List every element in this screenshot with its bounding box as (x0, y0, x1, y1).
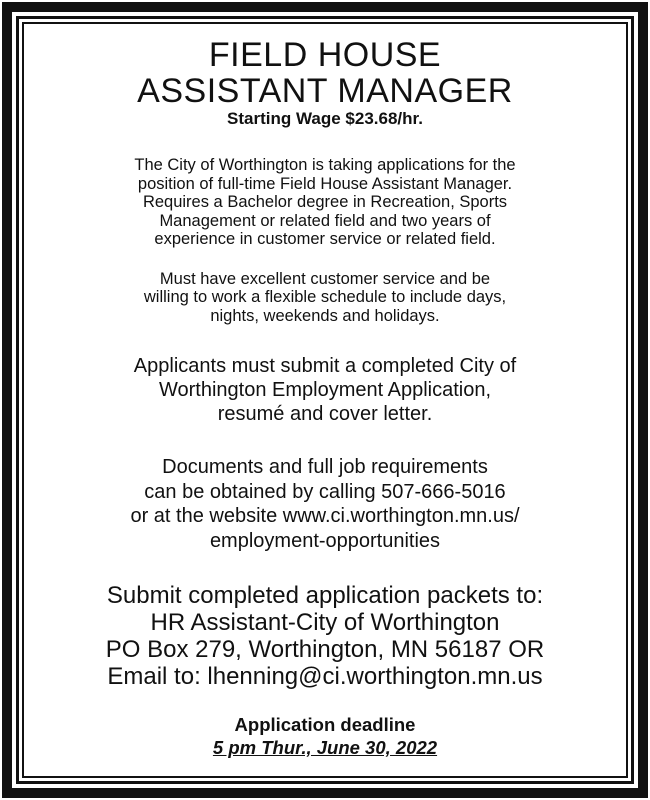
text-line: can be obtained by calling 507-666-5016 (144, 480, 506, 503)
text-line: nights, weekends and holidays. (210, 306, 440, 325)
text-line: Documents and full job requirements (162, 456, 488, 478)
text-line: Email to: lhenning@ci.worthington.mn.us (107, 663, 543, 690)
application-instructions (24, 354, 626, 426)
job-description (24, 156, 626, 249)
text-line: or at the website www.ci.worthington.mn.us/ (130, 505, 520, 527)
job-title (24, 37, 626, 109)
text-line: PO Box 279, Worthington, MN 56187 OR (105, 636, 545, 663)
outer-border (2, 2, 648, 798)
text-line: employment-opportunities (209, 529, 441, 552)
text-line: resumé and cover letter. (217, 403, 433, 425)
text-line: Worthington Employment Application, (158, 379, 492, 401)
application-deadline (24, 713, 626, 759)
documents-info (24, 455, 626, 553)
deadline-label: Application deadline (234, 714, 416, 735)
title-line: FIELD HOUSE (208, 36, 442, 74)
submit-address (24, 582, 626, 690)
text-line: position of full-time Field House Assistant Manager. (137, 174, 513, 193)
text-line: Management or related field and two years of (159, 211, 491, 230)
text-line: Must have excellent customer service and be (159, 269, 491, 288)
text-line: experience in customer service or related field. (154, 230, 496, 248)
ad-content (24, 24, 626, 776)
text-line: Requires a Bachelor degree in Recreation, Sports (142, 193, 508, 211)
text-line: Applicants must submit a completed City of (133, 355, 517, 377)
text-line: HR Assistant-City of Worthington (150, 609, 500, 636)
text-line: Submit completed application packets to: (106, 582, 544, 609)
title-line: ASSISTANT MANAGER (137, 72, 513, 110)
text-line: willing to work a flexible schedule to include days, (143, 288, 507, 306)
text-line: The City of Worthington is taking applications for the (134, 156, 516, 174)
starting-wage: Starting Wage $23.68/hr. (227, 109, 423, 128)
requirements (24, 270, 626, 326)
deadline-date: 5 pm Thur., June 30, 2022 (212, 737, 438, 758)
